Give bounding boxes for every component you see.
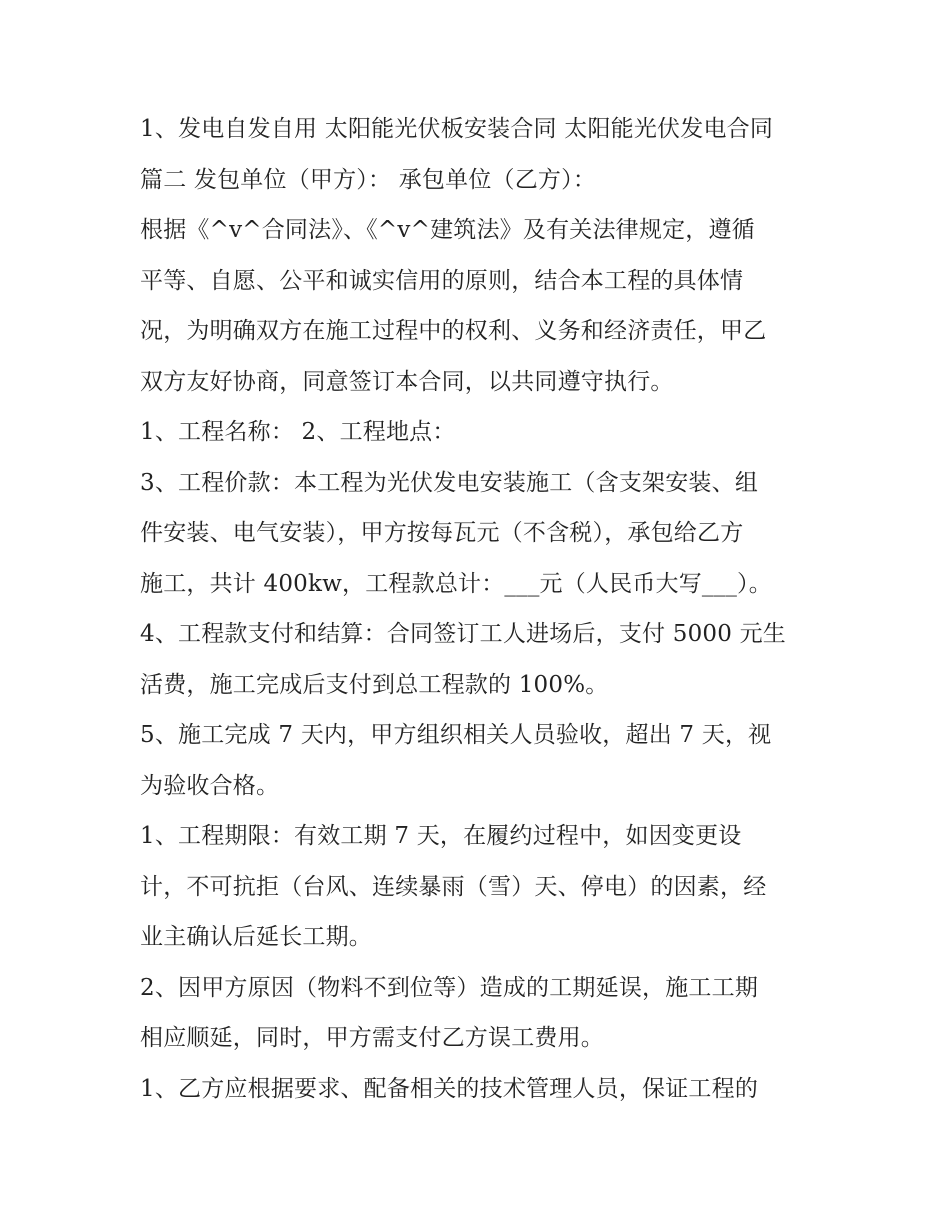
text-line: 施工，共计 400kw，工程款总计：___元（人民币大写___）。 [140, 570, 772, 597]
text-line: 5、施工完成 7 天内，甲方组织相关人员验收，超出 7 天，视 [140, 722, 772, 748]
text-line: 1、乙方应根据要求、配备相关的技术管理人员，保证工程的 [140, 1075, 759, 1102]
text-line: 双方友好协商，同意签订本合同，以共同遵守执行。 [140, 368, 674, 395]
text-line: 相应顺延，同时，甲方需支付乙方误工费用。 [140, 1025, 604, 1051]
text-line: 根据《^v^合同法》、《^v^建筑法》及有关法律规定，遵循 [140, 217, 755, 243]
text-line: 件安装、电气安装），甲方按每瓦元（不含税），承包给乙方 [140, 520, 744, 546]
text-line: 业主确认后延长工期。 [140, 924, 372, 950]
text-line: 1、发电自发自用 太阳能光伏板安装合同 太阳能光伏发电合同 [140, 116, 774, 142]
text-line: 1、工程期限：有效工期 7 天，在履约过程中，如因变更设 [140, 823, 742, 849]
text-line: 为验收合格。 [140, 772, 280, 799]
text-line: 况，为明确双方在施工过程中的权利、义务和经济责任，甲乙 [140, 318, 767, 344]
text-line: 3、工程价款：本工程为光伏发电安装施工（含支架安装、组 [140, 469, 759, 496]
text-line: 1、工程名称： 2、工程地点： [140, 419, 456, 445]
text-line: 篇二 发包单位（甲方）： 承包单位（乙方）： [140, 166, 597, 193]
text-line: 4、工程款支付和结算：合同签订工人进场后，支付 5000 元生 [140, 621, 786, 647]
text-line: 计，不可抗拒（台风、连续暴雨（雪）天、停电）的因素，经 [140, 873, 767, 900]
text-line: 平等、自愿、公平和诚实信用的原则，结合本工程的具体情 [140, 267, 744, 294]
text-line: 2、因甲方原因（物料不到位等）造成的工期延误，施工工期 [140, 974, 759, 1001]
text-line: 活费，施工完成后支付到总工程款的 100%。 [140, 671, 609, 698]
document-body [140, 104, 820, 1114]
